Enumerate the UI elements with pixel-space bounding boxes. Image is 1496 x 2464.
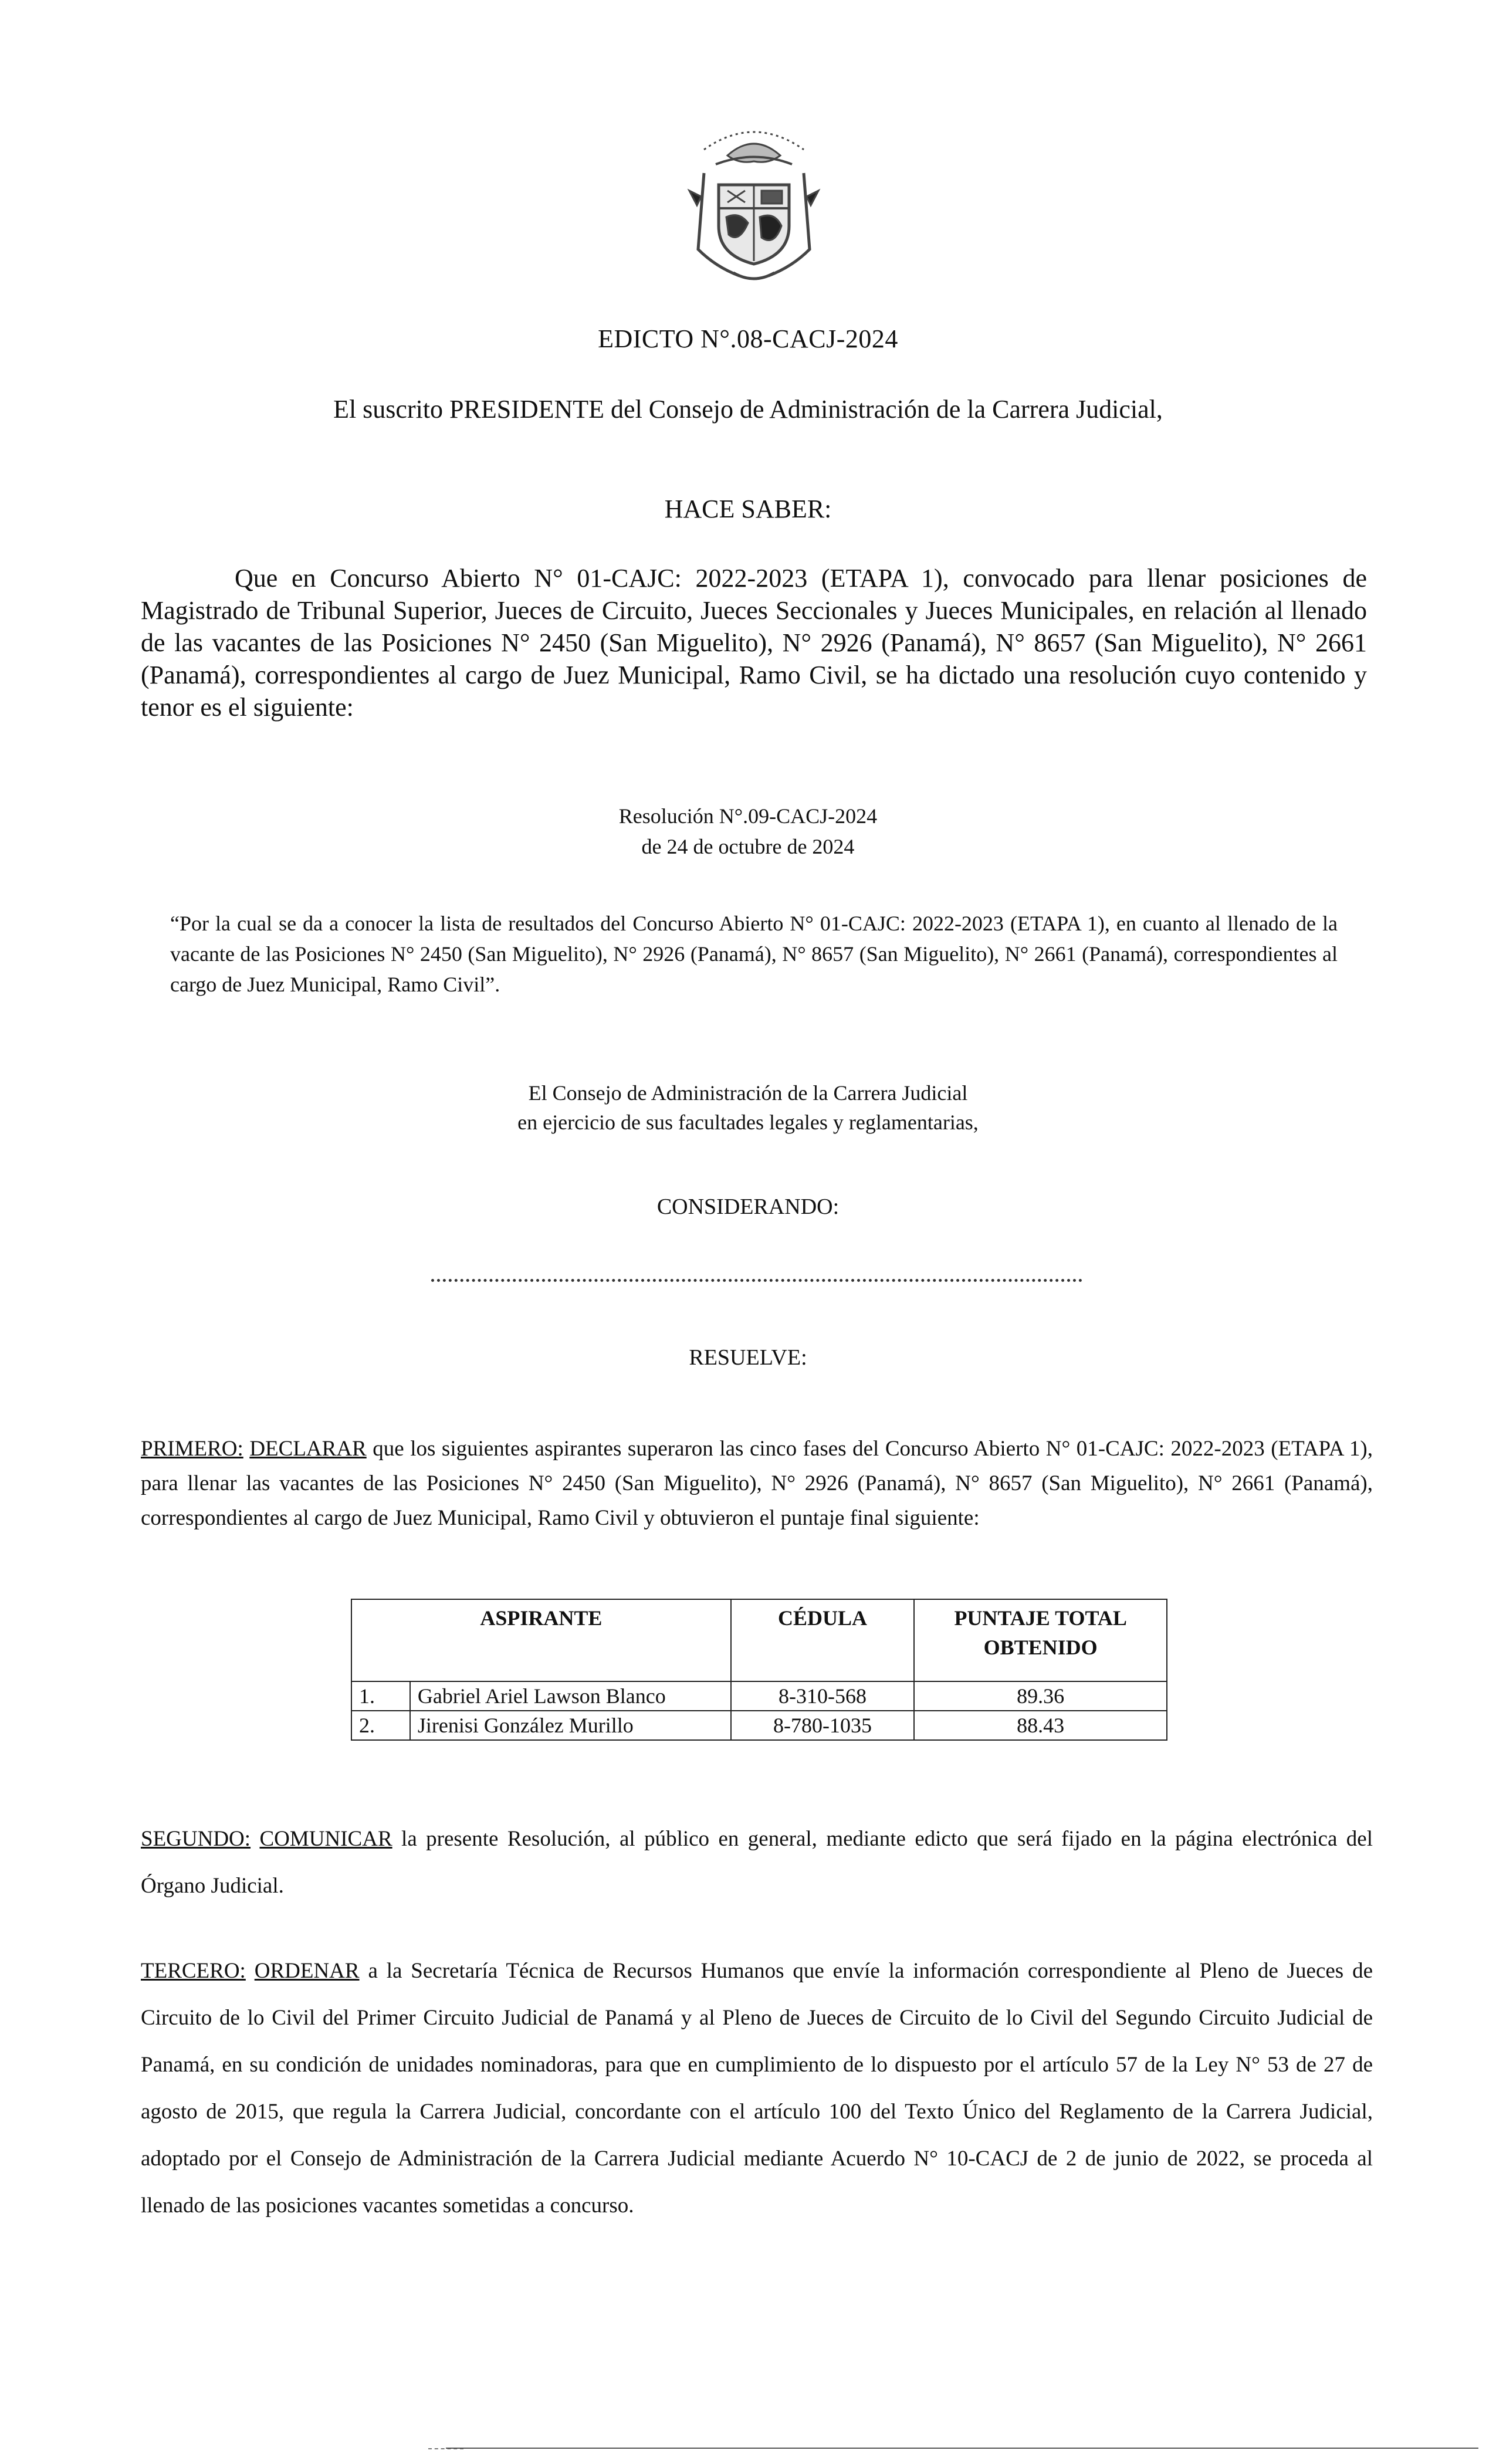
resolution-number: Resolución N°.09-CACJ-2024 — [618, 804, 878, 828]
tercero-label: TERCERO: — [141, 1959, 246, 1983]
segundo-text: la presente Resolución, al público en general, mediante edicto que será fijado en la página electrónica del Órgano Judicial. — [141, 1827, 1373, 1898]
council-line-2: en ejercicio de sus facultades legales y reglamentarias, — [517, 1111, 979, 1134]
primero-paragraph — [141, 1431, 1373, 1535]
row-name: Jirenisi González Murillo — [410, 1711, 731, 1740]
primero-text: que los siguientes aspirantes superaron las cinco fases del Concurso Abierto N° 01-CAJC: 2022-2023 (ETAPA 1), para llenar las vacantes de las Posiciones N° 2450 (San Miguelito), N° 2926 (Panamá), N° 8657 (San Miguelito), N° 2661 (Panamá), correspondientes al cargo de Juez Municipal, Ramo Civil y obtuvieron el puntaje final siguiente: — [141, 1437, 1373, 1530]
row-cedula: 8-310-568 — [731, 1681, 915, 1711]
tercero-paragraph — [141, 1948, 1373, 2229]
resolution-title-quote: “Por la cual se da a conocer la lista de resultados del Concurso Abierto N° 01-CAJC: 2022-2023 (ETAPA 1), en cuanto al llenado de la vacante de las Posiciones N° 2450 (San Miguelito), N° 2926 (Panamá), N° 8657 (San Miguelito), N° 2661 (Panamá), correspondientes al cargo de Juez Municipal, Ramo Civil”. — [170, 912, 1338, 996]
segundo-verb: COMUNICAR — [259, 1827, 392, 1851]
footer-divider — [446, 2448, 1478, 2449]
considerando-heading: CONSIDERANDO: — [656, 1194, 840, 1219]
council-preamble — [0, 1078, 1496, 1137]
header-puntaje-line-2: OBTENIDO — [983, 1636, 1098, 1659]
tercero-verb: ORDENAR — [254, 1959, 360, 1983]
intro-paragraph-text: Que en Concurso Abierto N° 01-CAJC: 2022-2023 (ETAPA 1), convocado para llenar posiciones de Magistrado de Tribunal Superior, Jueces de Circuito, Jueces Seccionales y Jueces Municipales, en relación al llenado de las vacantes de las Posiciones N° 2450 (San Miguelito), N° 2926 (Panamá), N° 8657 (San Miguelito), N° 2661 (Panamá), correspondientes al cargo de Juez Municipal, Ramo Civil, se ha dictado una resolución cuyo contenido y tenor es el siguiente: — [141, 564, 1367, 722]
results-table-header — [351, 1599, 1167, 1681]
resolution-heading — [0, 801, 1496, 862]
primero-label: PRIMERO: — [141, 1437, 243, 1461]
results-table — [351, 1599, 1167, 1741]
council-line-1: El Consejo de Administración de la Carrera Judicial — [528, 1081, 968, 1105]
header-cedula: CÉDULA — [731, 1599, 915, 1681]
primero-verb: DECLARAR — [249, 1437, 367, 1461]
header-puntaje — [914, 1599, 1167, 1681]
resuelve-heading: RESUELVE: — [689, 1345, 807, 1370]
header-aspirante: ASPIRANTE — [351, 1599, 731, 1681]
hace-saber-heading: HACE SABER: — [664, 495, 832, 523]
header-puntaje-line-1: PUNTAJE TOTAL — [954, 1606, 1127, 1630]
resolution-date: de 24 de octubre de 2024 — [641, 835, 855, 858]
omitted-content-dotted-line — [431, 1279, 1082, 1282]
panama-coat-of-arms-icon — [681, 109, 827, 290]
tercero-text: a la Secretaría Técnica de Recursos Humanos que envíe la información correspondiente al Pleno de Jueces de Circuito de lo Civil del Primer Circuito Judicial de Panamá y al Pleno de Jueces de Circuito de lo Civil del Segundo Circuito Judicial de Panamá, en su condición de unidades nominadoras, para que en cumplimiento de lo dispuesto por el artículo 57 de la Ley N° 53 de 27 de agosto de 2015, que regula la Carrera Judicial, concordante con el artículo 100 del Texto Único del Reglamento de la Carrera Judicial, adoptado por el Consejo de Administración de la Carrera Judicial mediante Acuerdo N° 10-CACJ de 2 de junio de 2022, se proceda al llenado de las posiciones vacantes sometidas a concurso. — [141, 1959, 1373, 2218]
intro-paragraph — [141, 562, 1367, 723]
segundo-label: SEGUNDO: — [141, 1827, 251, 1851]
table-row — [351, 1711, 1167, 1740]
segundo-paragraph — [141, 1816, 1373, 1910]
table-row — [351, 1681, 1167, 1711]
row-cedula: 8-780-1035 — [731, 1711, 915, 1740]
row-number: 2. — [351, 1711, 410, 1740]
row-puntaje: 89.36 — [914, 1681, 1167, 1711]
edict-title: EDICTO N°.08-CACJ-2024 — [598, 324, 898, 353]
row-puntaje: 88.43 — [914, 1711, 1167, 1740]
intro-line: El suscrito PRESIDENTE del Consejo de Administración de la Carrera Judicial, — [333, 395, 1163, 424]
row-number: 1. — [351, 1681, 410, 1711]
row-name: Gabriel Ariel Lawson Blanco — [410, 1681, 731, 1711]
